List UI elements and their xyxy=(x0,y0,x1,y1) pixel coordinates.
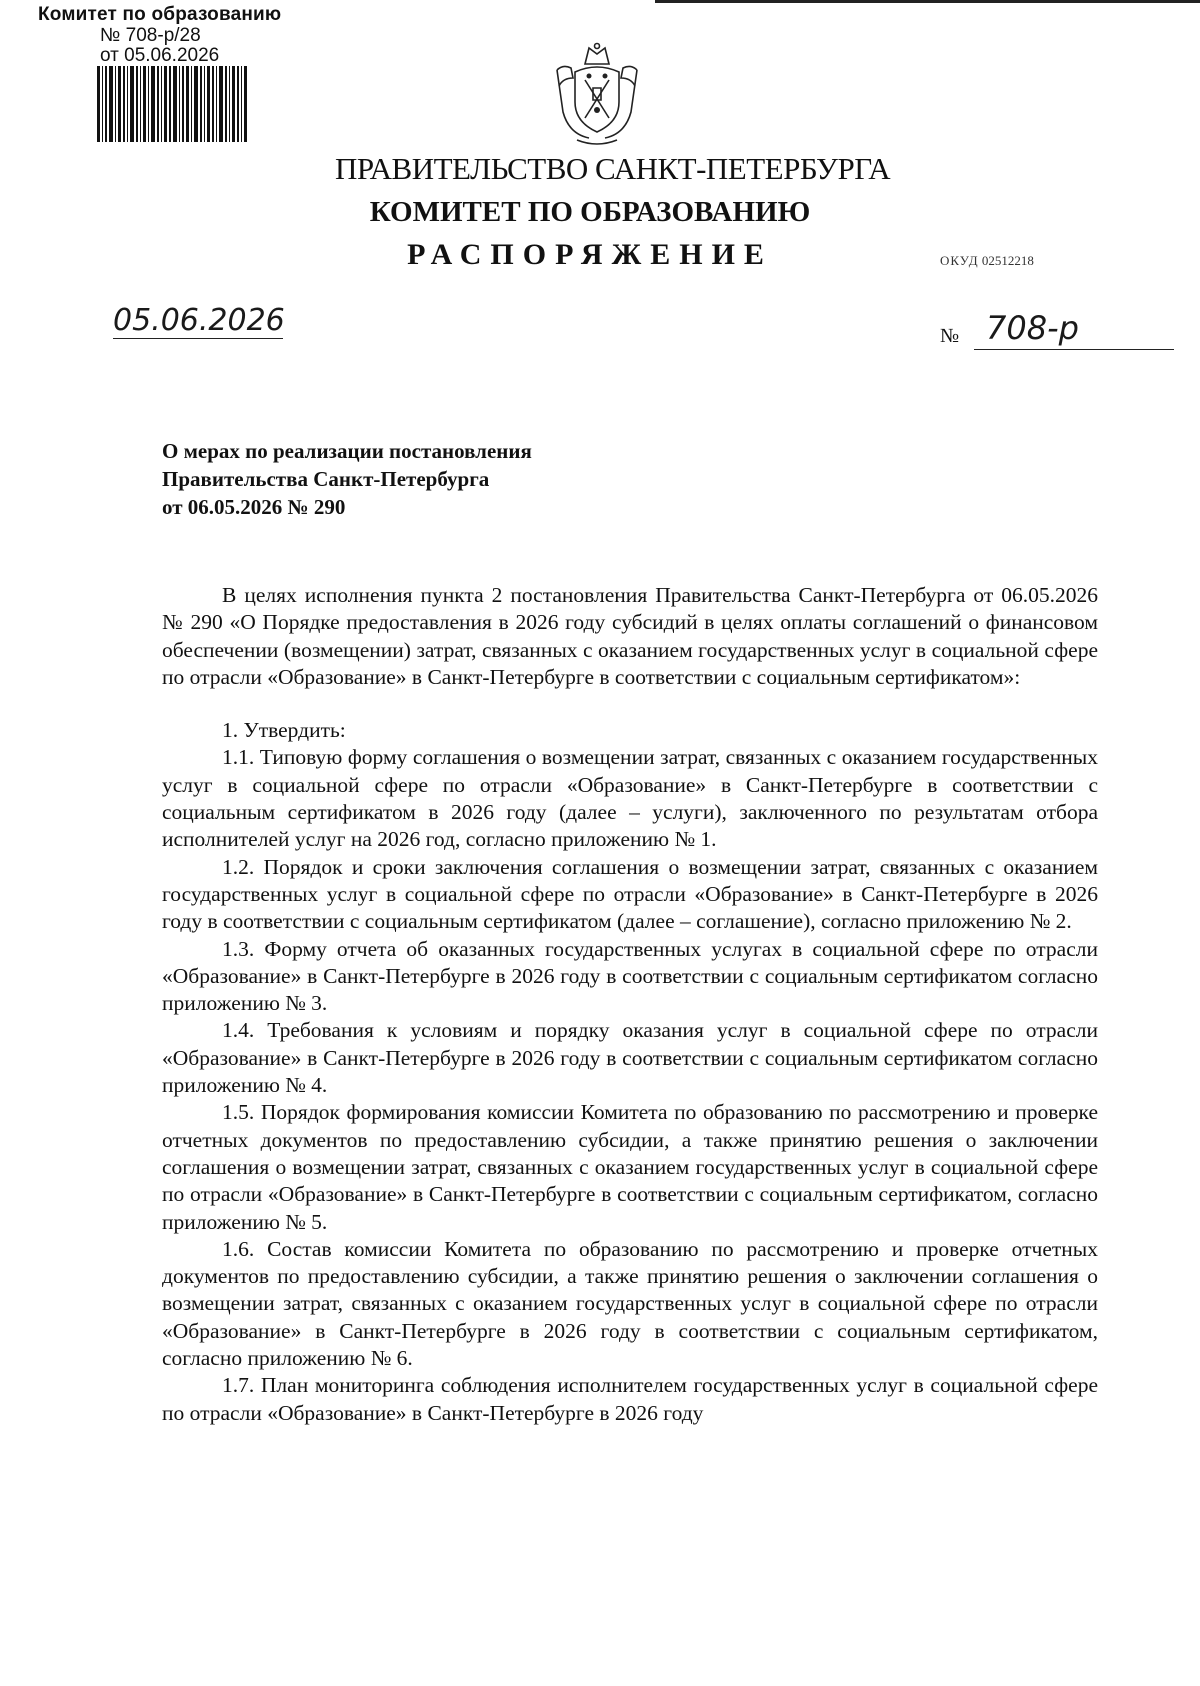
barcode-image xyxy=(97,66,247,142)
registration-stamp-date: от 05.06.2026 xyxy=(100,45,220,66)
coat-of-arms-icon xyxy=(549,42,645,148)
document-number xyxy=(940,309,1180,361)
registration-stamp xyxy=(38,4,308,66)
number-label: № xyxy=(940,325,960,347)
handwritten-date: 05.06.2026 xyxy=(113,303,285,338)
item-1-4: 1.4. Требования к условиям и порядку оказания услуг в социальной сфере по отрасли «Образование» в Санкт-Петербурге в 2026 году в соответствии с социальным сертификатом согласно приложению № 4. xyxy=(162,1018,1098,1098)
okud-label: ОКУД xyxy=(940,253,979,268)
item-1-1: 1.1. Типовую форму соглашения о возмещении затрат, связанных с оказанием государственных услуг в социальной сфере по отрасли «Образование» в Санкт-Петербурге в соответствии с социальным сертификатом в 2026 году (далее – услуги), заключенного по результатам отбора исполнителей услуг на 2026 год, согласно приложению № 1. xyxy=(162,745,1098,852)
subject-line: О мерах по реализации постановления xyxy=(162,439,532,463)
registration-stamp-number: № 708-р/28 xyxy=(100,25,201,46)
document-type-title: РАСПОРЯЖЕНИЕ xyxy=(407,238,773,271)
item-1-6: 1.6. Состав комиссии Комитета по образованию по рассмотрению и проверке отчетных документов по предоставлению субсидии, а также принятию решения о заключении соглашения о возмещении затрат, связанных с оказанием государственных услуг в социальной сфере по отрасли «Образование» в Санкт-Петербурге в 2026 году в соответствии с социальным сертификатом, согласно приложению № 6. xyxy=(162,1236,1098,1371)
okud-code xyxy=(940,253,1034,269)
number-underline xyxy=(974,349,1174,350)
preamble-paragraph: В целях исполнения пункта 2 постановления Правительства Санкт-Петербурга от 06.05.2026 № 290 «О Порядке предоставления в 2026 году субсидий в целях оплаты соглашений о финансовом обеспечении (возмещении) затрат, связанных с оказанием государственных услуг в социальной сфере по отрасли «Образование» в Санкт-Петербурге в соответствии с социальным сертификатом»: xyxy=(162,583,1098,689)
item-1: 1. Утвердить: xyxy=(222,718,346,743)
subject-line: Правительства Санкт-Петербурга xyxy=(162,467,490,491)
item-1-5: 1.5. Порядок формирования комиссии Комитета по образованию по рассмотрению и проверке отчетных документов по предоставлению субсидии, а также принятию решения о заключении соглашения о возмещении затрат, связанных с оказанием государственных услуг в социальной сфере по отрасли «Образование» в Санкт-Петербурге в соответствии с социальным сертификатом, согласно приложению № 5. xyxy=(162,1100,1098,1234)
registration-stamp-title: Комитет по образованию xyxy=(38,4,282,25)
item-1-7: 1.7. План мониторинга соблюдения исполнителем государственных услуг в социальной сфере по отрасли «Образование» в Санкт-Петербурге в 2026 году xyxy=(162,1373,1098,1425)
okud-value: 02512218 xyxy=(981,253,1034,268)
government-title: ПРАВИТЕЛЬСТВО САНКТ-ПЕТЕРБУРГА xyxy=(335,151,891,186)
document-body xyxy=(162,582,1098,1427)
committee-title: КОМИТЕТ ПО ОБРАЗОВАНИЮ xyxy=(369,196,811,228)
date-underline xyxy=(113,338,283,339)
subject-line: от 06.05.2026 № 290 xyxy=(162,495,346,519)
item-1-3: 1.3. Форму отчета об оказанных государственных услугах в социальной сфере по отрасли «Образование» в Санкт-Петербурге в 2026 году в соответствии с социальным сертификатом согласно приложению № 3. xyxy=(162,936,1098,1016)
top-edge-rule xyxy=(655,0,1200,3)
document-subject xyxy=(162,437,532,521)
item-1-2: 1.2. Порядок и сроки заключения соглашения о возмещении затрат, связанных с оказанием государственных услуг в социальной сфере по отрасли «Образование» в Санкт-Петербурге в 2026 году в соответствии с социальным сертификатом (далее – соглашение), согласно приложению № 2. xyxy=(162,854,1098,934)
handwritten-number: 708-р xyxy=(986,309,1079,347)
